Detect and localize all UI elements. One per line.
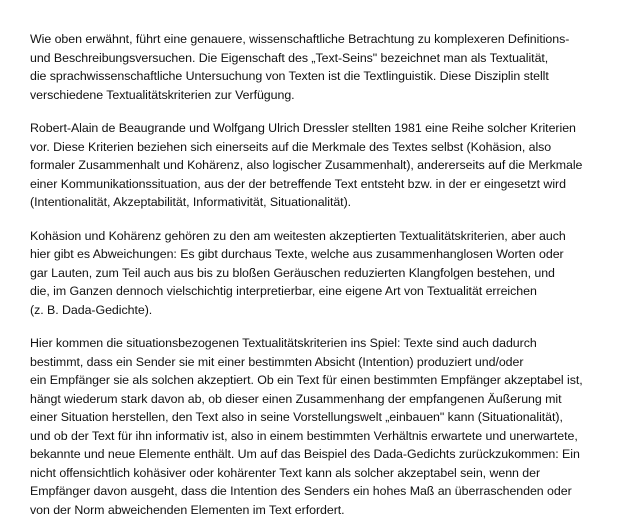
text-line: hier gibt es Abweichungen: Es gibt durchaus Texte, welche aus zusammenhanglosen Worten oder	[30, 245, 620, 264]
text-line: Empfänger davon ausgeht, dass die Intention des Senders ein hohes Maß an überraschenden oder	[30, 482, 620, 501]
text-line: einer Situation herstellen, den Text also in seine Vorstellungswelt „einbauen" kann (Situationalität),	[30, 408, 620, 427]
text-line: und ob der Text für ihn informativ ist, also in einem bestimmten Verhältnis erwartete und unerwartete,	[30, 427, 620, 446]
text-line: Robert-Alain de Beaugrande und Wolfgang Ulrich Dressler stellten 1981 eine Reihe solcher Kriterien	[30, 119, 620, 138]
text-line: und Beschreibungsversuchen. Die Eigenschaft des „Text-Seins" bezeichnet man als Textualität,	[30, 49, 620, 68]
text-line: (Intentionalität, Akzeptabilität, Informativität, Situationalität).	[30, 193, 620, 212]
text-line: ein Empfänger sie als solchen akzeptiert. Ob ein Text für einen bestimmten Empfänger akzeptabel ist,	[30, 371, 620, 390]
paragraph-situation	[30, 334, 620, 519]
text-line: verschiedene Textualitätskriterien zur Verfügung.	[30, 86, 620, 105]
paragraph-kriterien	[30, 119, 620, 212]
text-line: Wie oben erwähnt, führt eine genauere, wissenschaftliche Betrachtung zu komplexeren Definitions-	[30, 30, 620, 49]
text-line: nicht offensichtlich kohäsiver oder kohärenter Text kann als solcher akzeptabel sein, wenn der	[30, 464, 620, 483]
paragraph-kohaesion	[30, 227, 620, 320]
text-line: gar Lauten, zum Teil auch aus bis zu bloßen Geräuschen reduzierten Klangfolgen bestehen, und	[30, 264, 620, 283]
text-line: von der Norm abweichenden Elementen im Text erfordert.	[30, 501, 620, 519]
text-line: bestimmt, dass ein Sender sie mit einer bestimmten Absicht (Intention) produziert und/oder	[30, 353, 620, 372]
text-line: die sprachwissenschaftliche Untersuchung von Texten ist die Textlinguistik. Diese Disziplin stellt	[30, 67, 620, 86]
text-line: (z. B. Dada-Gedichte).	[30, 301, 620, 320]
text-line: formaler Zusammenhalt und Kohärenz, also logischer Zusammenhalt), andererseits auf die Merkmale	[30, 156, 620, 175]
paragraph-textualitaet	[30, 30, 620, 104]
text-line: Kohäsion und Kohärenz gehören zu den am weitesten akzeptierten Textualitätskriterien, aber auch	[30, 227, 620, 246]
text-line: die, im Ganzen dennoch vielschichtig interpretierbar, eine eigene Art von Textualität erreichen	[30, 282, 620, 301]
text-line: einer Kommunikationssituation, aus der der betreffende Text entsteht bzw. in der er eingesetzt wird	[30, 175, 620, 194]
text-line: bekannte und neue Elemente enthält. Um auf das Beispiel des Dada-Gedichts zurückzukommen: Ein	[30, 445, 620, 464]
text-line: hängt wiederum stark davon ab, ob dieser einen Zusammenhang der empfangenen Äußerung mit	[30, 390, 620, 409]
text-line: Hier kommen die situationsbezogenen Textualitätskriterien ins Spiel: Texte sind auch dadurch	[30, 334, 620, 353]
text-line: vor. Diese Kriterien beziehen sich einerseits auf die Merkmale des Textes selbst (Kohäsion, also	[30, 138, 620, 157]
